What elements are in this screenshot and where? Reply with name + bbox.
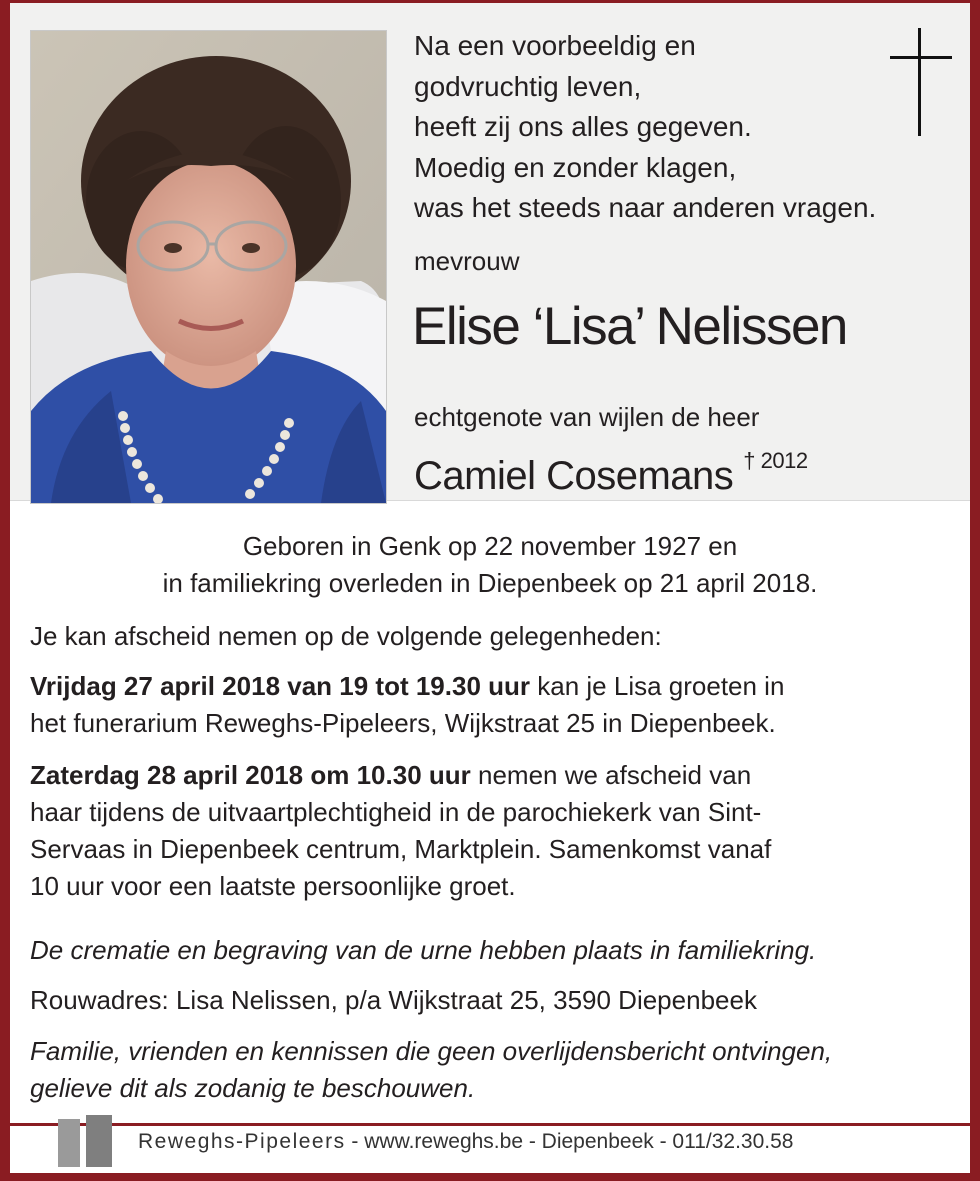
event-1-location: het funerarium Reweghs-Pipeleers, Wijkstraat 25 in Diepenbeek. bbox=[30, 708, 776, 738]
cremation-note bbox=[30, 932, 960, 969]
poem-line: heeft zij ons alles gegeven. bbox=[414, 111, 752, 142]
poem bbox=[414, 26, 884, 229]
mourning-address bbox=[30, 982, 960, 1019]
farewell-event-2 bbox=[30, 757, 960, 905]
footer-rule bbox=[10, 1123, 970, 1126]
farewell-intro bbox=[30, 618, 960, 655]
footer-contact bbox=[138, 1130, 793, 1154]
poem-line: Moedig en zonder klagen, bbox=[414, 151, 737, 183]
notice-line: gelieve dit als zodanig te beschouwen. bbox=[30, 1073, 476, 1103]
address-text: Rouwadres: Lisa Nelissen, p/a Wijkstraat 25, 3590 Diepenbeek bbox=[30, 985, 757, 1015]
event-1-text: kan je Lisa groeten in bbox=[530, 671, 785, 701]
honorific: mevrouw bbox=[414, 246, 520, 276]
spouse-name: Camiel Cosemans bbox=[414, 454, 734, 498]
footer-details: - www.reweghs.be - Diepenbeek - 011/32.30.58 bbox=[345, 1130, 794, 1153]
portrait-photo bbox=[30, 30, 387, 504]
birth-death-info bbox=[10, 528, 970, 602]
notice-line: Familie, vrienden en kennissen die geen overlijdensbericht ontvingen, bbox=[30, 1036, 833, 1066]
cross-icon bbox=[890, 28, 952, 136]
spouse-line bbox=[414, 448, 808, 499]
event-2-datetime: Zaterdag 28 april 2018 om 10.30 uur bbox=[30, 760, 471, 790]
died-line: in familiekring overleden in Diepenbeek op 21 april 2018. bbox=[162, 568, 818, 598]
footer-brand: Reweghs-Pipeleers bbox=[138, 1130, 346, 1153]
event-2-line: haar tijdens de uitvaartplechtigheid in de parochiekerk van Sint- bbox=[30, 797, 762, 827]
spouse-death-year: † 2012 bbox=[743, 448, 808, 473]
event-1-datetime: Vrijdag 27 april 2018 van 19 tot 19.30 uur bbox=[30, 671, 531, 701]
poem-line: Na een voorbeeldig en bbox=[414, 30, 696, 61]
farewell-event-1 bbox=[30, 668, 960, 742]
born-line: Geboren in Genk op 22 november 1927 en bbox=[242, 531, 738, 561]
event-2-line: 10 uur voor een laatste persoonlijke groet. bbox=[30, 871, 516, 901]
poem-line: was het steeds naar anderen vragen. bbox=[414, 192, 877, 223]
funeral-home-logo-icon bbox=[58, 1115, 112, 1167]
event-2-line: Servaas in Diepenbeek centrum, Marktplein. Samenkomst vanaf bbox=[30, 834, 772, 864]
notice bbox=[30, 1033, 960, 1107]
cremation-text: De crematie en begraving van de urne hebben plaats in familiekring. bbox=[30, 935, 817, 965]
poem-line: godvruchtig leven, bbox=[414, 70, 642, 102]
deceased-name: Elise ‘Lisa’ Nelissen bbox=[412, 297, 847, 356]
farewell-intro-text: Je kan afscheid nemen op de volgende gelegenheden: bbox=[30, 621, 662, 651]
event-2-text: nemen we afscheid van bbox=[470, 760, 752, 790]
spouse-label: echtgenote van wijlen de heer bbox=[414, 402, 760, 432]
